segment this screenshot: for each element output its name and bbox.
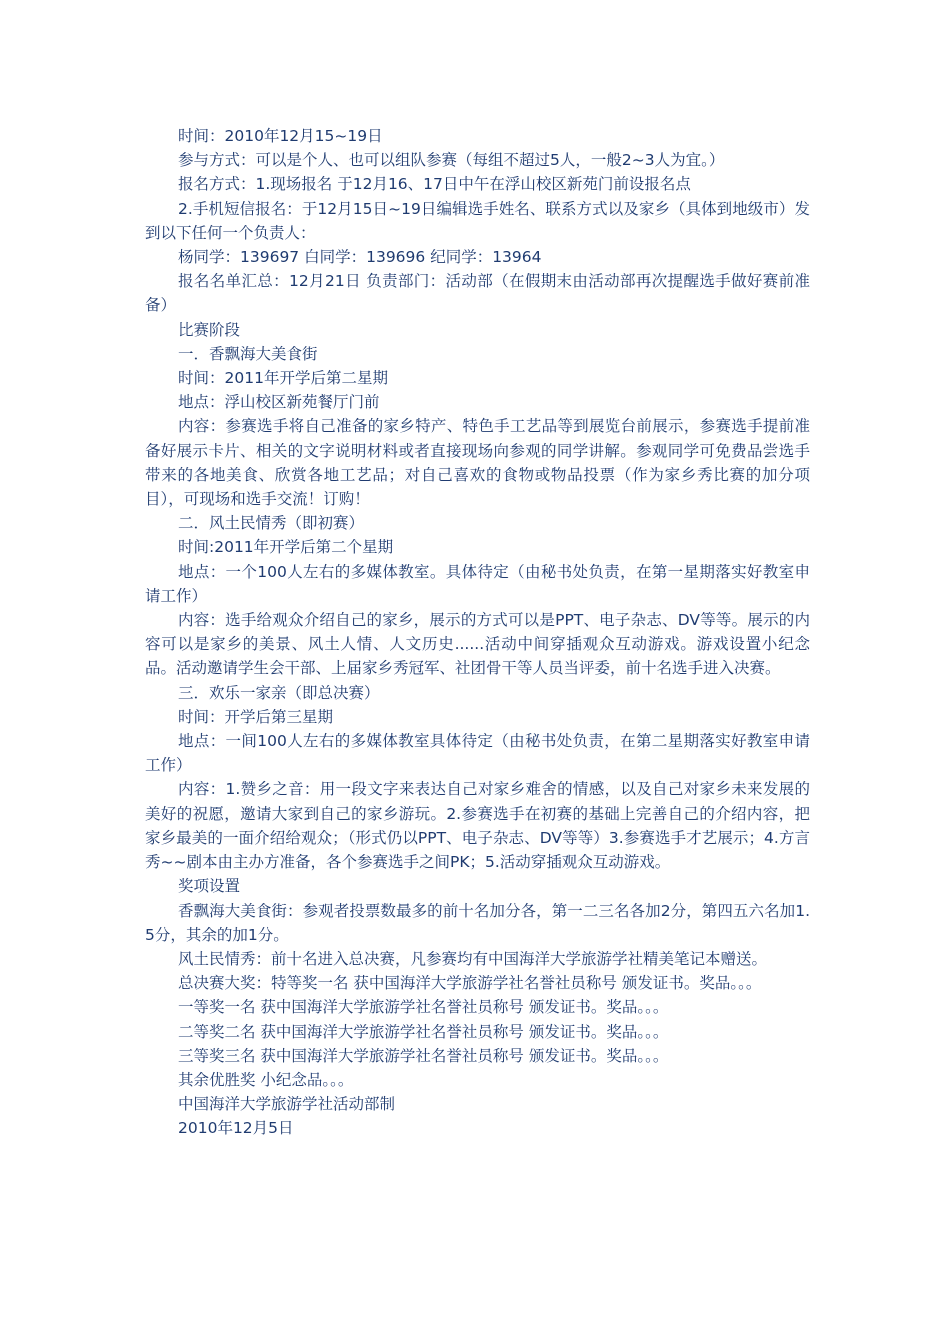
stage-3-location: 地点：一间100人左右的多媒体教室具体待定（由秘书处负责，在第二星期落实好教室申请工作） [145, 732, 810, 775]
section-heading-stages: 比赛阶段 [178, 320, 241, 339]
stage-2-content: 内容：选手给观众介绍自己的家乡，展示的方式可以是PPT、电子杂志、DV等等。展示的内容可以是家乡的美景、风土人情、人文历史......活动中间穿插观众互动游戏。游戏设置小纪念品。活动邀请学生会干部、上届家乡秀冠军、社团骨干等人员当评委，前十名选手进入决赛。 [145, 611, 810, 678]
stage-3-content: 内容：1.赞乡之音：用一段文字来表达自己对家乡难舍的情感，以及自己对家乡未来发展的美好的祝愿，邀请大家到自己的家乡游玩。2.参赛选手在初赛的基础上完善自己的介绍内容，把家乡最美的一面介绍给观众；（形式仍以PPT、电子杂志、DV等等）3.参赛选手才艺展示；4.方言秀~~剧本由主办方准备，各个参赛选手之间PK；5.活动穿插观众互动游戏。 [145, 780, 810, 872]
award-grand-prize: 总决赛大奖：特等奖一名 获中国海洋大学旅游学社名誉社员称号 颁发证书。奖品。。。 [178, 974, 762, 993]
stage-1-content: 内容：参赛选手将自己准备的家乡特产、特色手工艺品等到展览台前展示，参赛选手提前准备好展示卡片、相关的文字说明材料或者直接现场向参观的同学讲解。参观同学可免费品尝选手带来的各地美食、欣赏各地工艺品；对自己喜欢的食物或物品投票（作为家乡秀比赛的加分项目），可现场和选手交流！订购！ [145, 417, 810, 509]
stage-2-title: 二．风土民情秀（即初赛） [178, 514, 365, 533]
stage-2-time: 时间:2011年开学后第二个星期 [178, 538, 394, 557]
registration-time: 时间：2010年12月15~19日 [178, 127, 383, 145]
registration-method-sms: 2.手机短信报名：于12月15日~19日编辑选手姓名、联系方式以及家乡（具体到地级市）发到以下任何一个负责人： [145, 199, 810, 242]
stage-3-title: 三．欢乐一家亲（即总决赛） [178, 683, 380, 702]
participation-method: 参与方式：可以是个人、也可以组队参赛（每组不超过5人，一般2~3人为宜。） [178, 151, 725, 170]
award-first-prize: 一等奖一名 获中国海洋大学旅游学社名誉社员称号 颁发证书。奖品。。。 [178, 998, 669, 1017]
award-food-street: 香飘海大美食街：参观者投票数最多的前十名加分各，第一二三名各加2分，第四五六名加1.5分，其余的加1分。 [145, 901, 810, 944]
issue-date: 2010年12月5日 [178, 1119, 294, 1138]
document-page [145, 124, 810, 1141]
stage-1-title: 一．香飘海大美食街 [178, 344, 318, 363]
stage-3-time: 时间：开学后第三星期 [178, 707, 334, 726]
issuer-signature: 中国海洋大学旅游学社活动部制 [178, 1095, 396, 1114]
stage-1-time: 时间：2011年开学后第二星期 [178, 369, 388, 388]
contact-persons: 杨同学：139697 白同学：139696 纪同学：13964 [178, 248, 542, 267]
stage-2-location: 地点：一个100人左右的多媒体教室。具体待定（由秘书处负责，在第一星期落实好教室申请工作） [145, 562, 810, 605]
award-honorable-mention: 其余优胜奖 小纪念品。。。 [178, 1070, 354, 1089]
award-second-prize: 二等奖二名 获中国海洋大学旅游学社名誉社员称号 颁发证书。奖品。。。 [178, 1022, 669, 1041]
registration-method-onsite: 报名方式：1.现场报名 于12月16、17日中午在浮山校区新苑门前设报名点 [178, 175, 691, 194]
registration-summary: 报名名单汇总：12月21日 负责部门：活动部（在假期末由活动部再次提醒选手做好赛前准备） [145, 272, 810, 315]
stage-1-location: 地点：浮山校区新苑餐厅门前 [178, 393, 380, 412]
award-third-prize: 三等奖三名 获中国海洋大学旅游学社名誉社员称号 颁发证书。奖品。。。 [178, 1046, 669, 1065]
award-folk-show: 风土民情秀：前十名进入总决赛，凡参赛均有中国海洋大学旅游学社精美笔记本赠送。 [178, 949, 768, 968]
section-heading-awards: 奖项设置 [178, 877, 241, 896]
